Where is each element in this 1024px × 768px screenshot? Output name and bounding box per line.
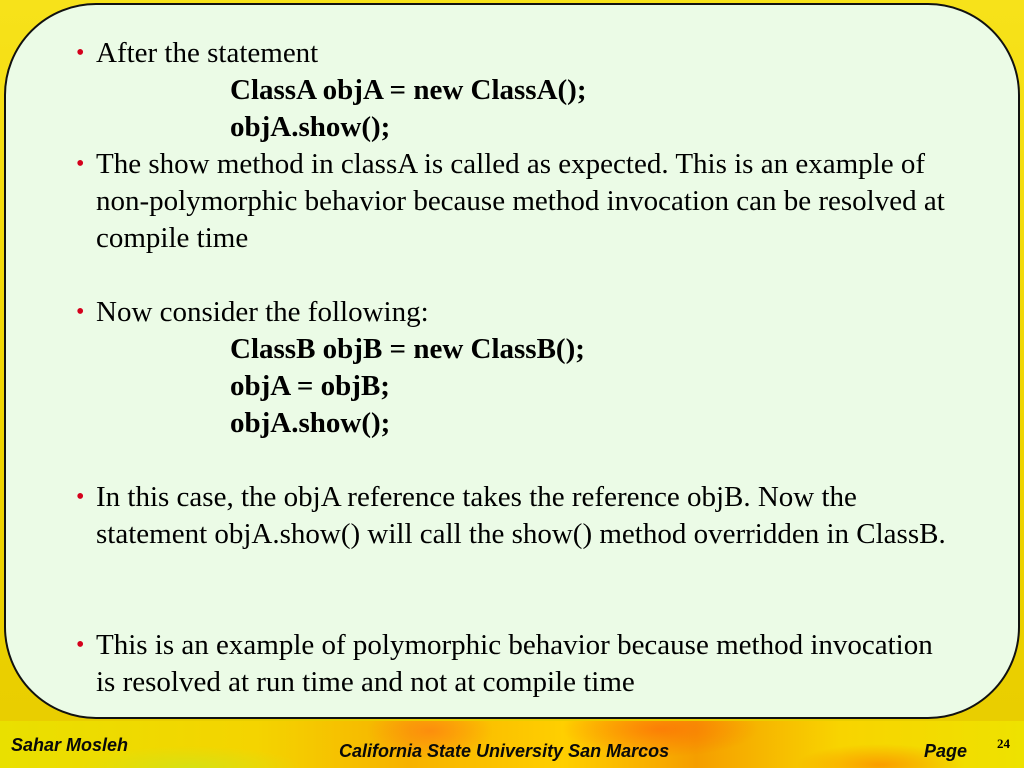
page-label: Page [924,741,968,761]
bullet-polymorphic [76,627,956,701]
bullet-text: In this case, the objA reference takes the reference objB. Now the statement objA.show() will call the show() method overridden in ClassB. [96,481,946,550]
bullet-text: After the statement [96,37,319,69]
university-name: California State University San Marcos [339,741,670,761]
bullet-marker: • [76,299,85,325]
bullet-marker: • [76,40,85,66]
code-line-show-call: objA.show(); [230,407,391,439]
code-line-show-call: objA.show(); [230,111,391,143]
bullet-marker: • [76,151,85,177]
bullet-after-statement [76,35,956,72]
code-line-classb-declaration: ClassB objB = new ClassB(); [230,333,585,365]
bullet-consider-following [76,294,956,331]
bullet-text: Now consider the following: [96,296,429,328]
code-line-classa-declaration: ClassA objA = new ClassA(); [230,74,587,106]
page-number: 24 [997,736,1010,751]
bullet-marker: • [76,632,85,658]
bullet-reference-explanation [76,479,956,553]
author-name: Sahar Mosleh [11,735,129,755]
slide-footer [0,721,1024,768]
content-panel [4,3,1020,719]
bullet-text: The show method in classA is called as expected. This is an example of non-polymorphic behavior because method invocation can be resolved at compile time [96,148,945,254]
bullet-text: This is an example of polymorphic behavior because method invocation is resolved at run time and not at compile time [96,629,933,698]
bullet-non-polymorphic [76,146,956,257]
bullet-marker: • [76,484,85,510]
code-line-assignment: objA = objB; [230,370,390,402]
